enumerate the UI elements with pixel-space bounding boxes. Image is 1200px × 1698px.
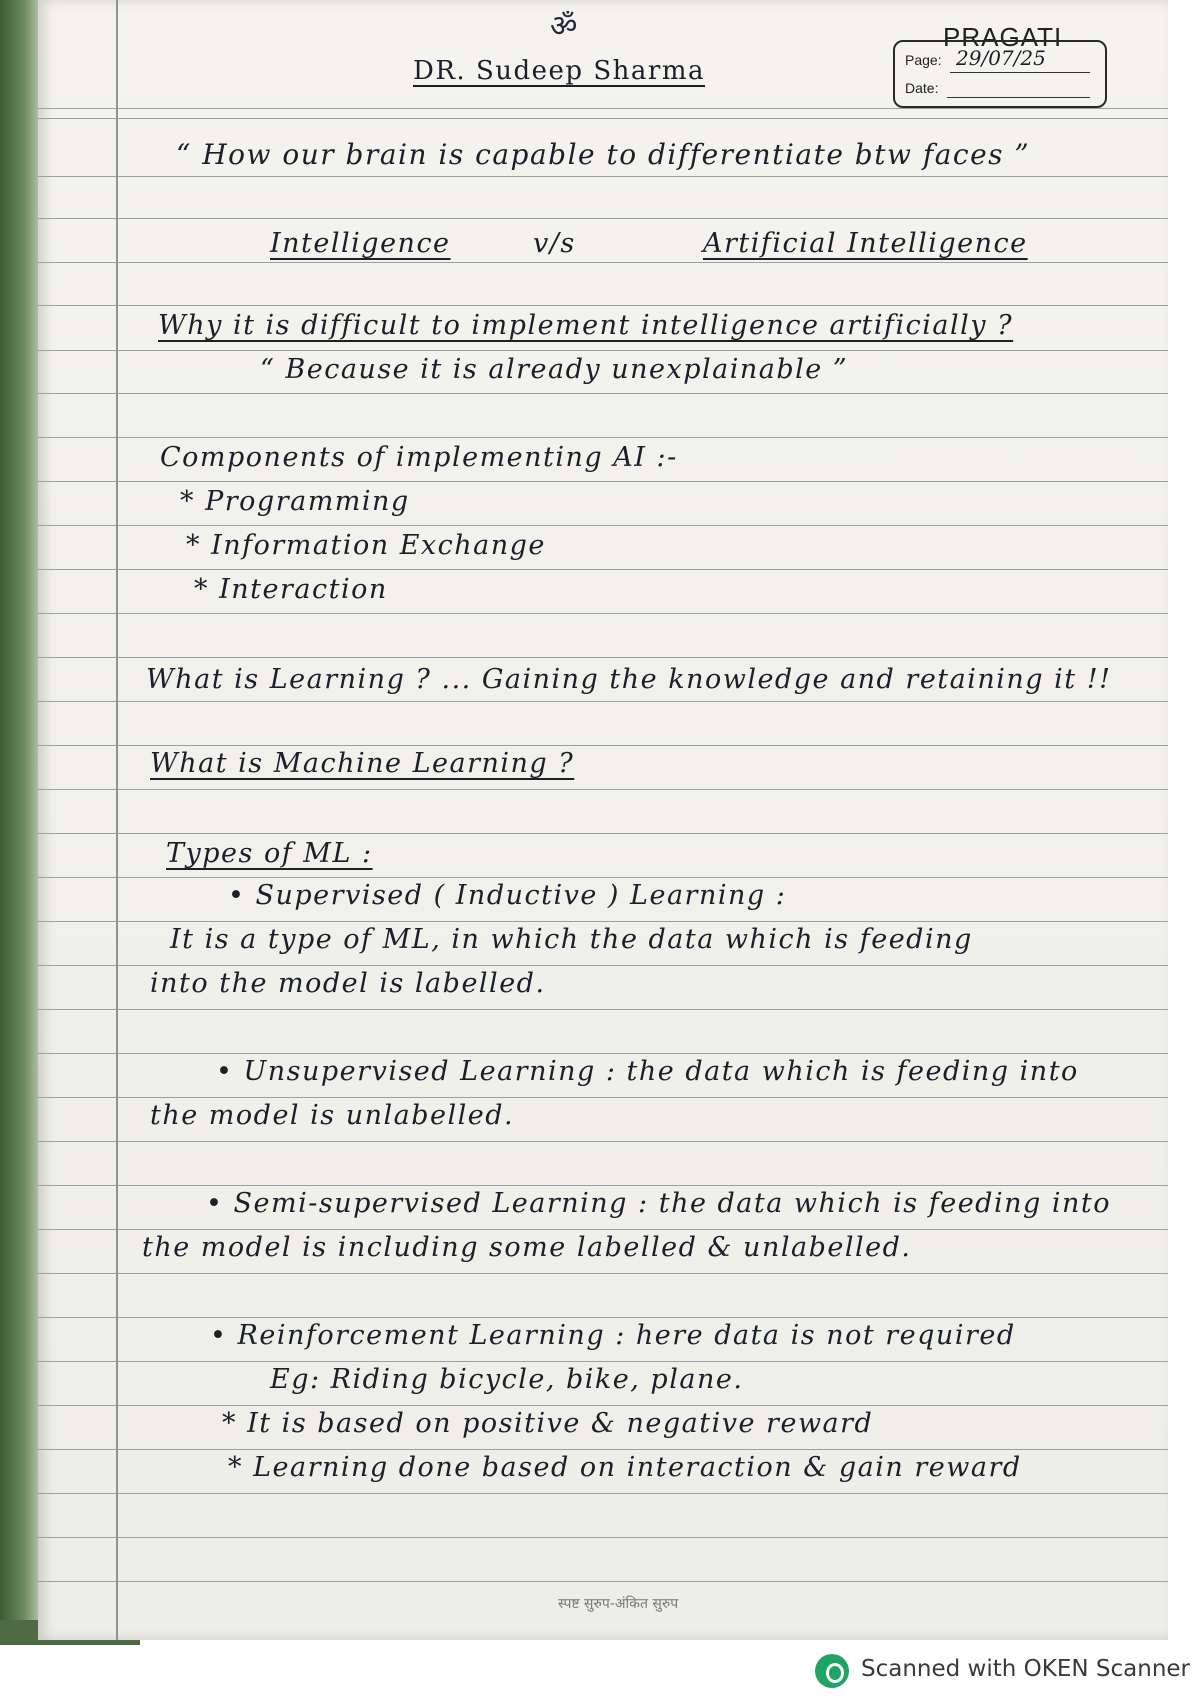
ruled-line (38, 789, 1168, 790)
ruled-line (38, 1097, 1168, 1098)
ruled-line (38, 745, 1168, 746)
margin-line (116, 0, 118, 1640)
ruled-line (38, 481, 1168, 482)
supervised-title: • Supervised ( Inductive ) Learning : (228, 880, 787, 911)
ml-question: What is Machine Learning ? (150, 748, 575, 779)
date-line (947, 97, 1090, 98)
ruled-line (38, 176, 1168, 177)
ruled-line (38, 1053, 1168, 1054)
semi-supervised-line-2: the model is including some labelled & unlabelled. (142, 1232, 912, 1263)
ruled-line (38, 569, 1168, 570)
reinforcement-line: • Reinforcement Learning : here data is not required (210, 1320, 1016, 1351)
ruled-line (38, 262, 1168, 263)
ruled-line (38, 118, 1168, 119)
intelligence-vs: v/s (533, 228, 576, 259)
ruled-line (38, 1009, 1168, 1010)
ruled-line (38, 525, 1168, 526)
scan-background-edge (0, 0, 40, 1640)
ruled-line (38, 350, 1168, 351)
page-line (950, 72, 1090, 73)
page-number-value: 29/07/25 (956, 46, 1046, 70)
ruled-line (38, 1361, 1168, 1362)
learning-question: What is Learning ? ... Gaining the knowledge and retaining it !! (146, 664, 1112, 695)
ruled-line (38, 657, 1168, 658)
ruled-line (38, 921, 1168, 922)
ruled-line (38, 965, 1168, 966)
because-quote: “ Because it is already unexplainable ” (260, 354, 849, 385)
author-name: DR. Sudeep Sharma (413, 56, 705, 86)
component-item: * Programming (180, 486, 410, 517)
ruled-line (38, 701, 1168, 702)
ruled-line (38, 1581, 1168, 1582)
ruled-line (38, 1537, 1168, 1538)
ruled-line (38, 833, 1168, 834)
ruled-line (38, 218, 1168, 219)
why-question: Why it is difficult to implement intelligence artificially ? (158, 310, 1014, 341)
ruled-line (38, 393, 1168, 394)
unsupervised-line-1: • Unsupervised Learning : the data which is feeding into (216, 1056, 1079, 1087)
ruled-line (38, 1273, 1168, 1274)
notebook-brand: PRAGATI (943, 22, 1063, 52)
component-item: * Interaction (194, 574, 388, 605)
page-label: Page: (905, 52, 942, 68)
scanner-text: Scanned with OKEN Scanner (861, 1656, 1190, 1682)
reinforcement-note-2: * Learning done based on interaction & gain reward (228, 1452, 1022, 1483)
ruled-line (38, 437, 1168, 438)
supervised-line-1: It is a type of ML, in which the data which is feeding (170, 924, 973, 955)
date-label: Date: (905, 80, 939, 96)
ruled-line (38, 1449, 1168, 1450)
ruled-line (38, 877, 1168, 878)
ruled-line (38, 1185, 1168, 1186)
intelligence-right: Artificial Intelligence (703, 228, 1028, 259)
semi-supervised-line-1: • Semi-supervised Learning : the data which is feeding into (206, 1188, 1111, 1219)
reinforcement-note-1: * It is based on positive & negative reward (222, 1408, 874, 1439)
components-title: Components of implementing AI :- (160, 442, 678, 473)
intelligence-left: Intelligence (270, 228, 451, 259)
om-symbol: ॐ (550, 9, 578, 44)
ruled-line (38, 108, 1168, 109)
ruled-line (38, 1317, 1168, 1318)
types-title: Types of ML : (166, 838, 373, 869)
ruled-line (38, 1493, 1168, 1494)
ruled-line (38, 1141, 1168, 1142)
ruled-line (38, 613, 1168, 614)
scanner-logo-icon (815, 1654, 849, 1688)
ruled-line (38, 305, 1168, 306)
question-faces: “ How our brain is capable to differentiate btw faces ” (176, 138, 1031, 171)
footer-hindi-text: स्पष्ट सुरुप-अंकित सुरुप (558, 1596, 679, 1612)
component-item: * Information Exchange (186, 530, 546, 561)
ruled-line (38, 1405, 1168, 1406)
supervised-line-2: into the model is labelled. (150, 968, 546, 999)
reinforcement-example: Eg: Riding bicycle, bike, plane. (270, 1364, 744, 1395)
notebook-paper (38, 0, 1168, 1640)
unsupervised-line-2: the model is unlabelled. (150, 1100, 515, 1131)
ruled-line (38, 1229, 1168, 1230)
